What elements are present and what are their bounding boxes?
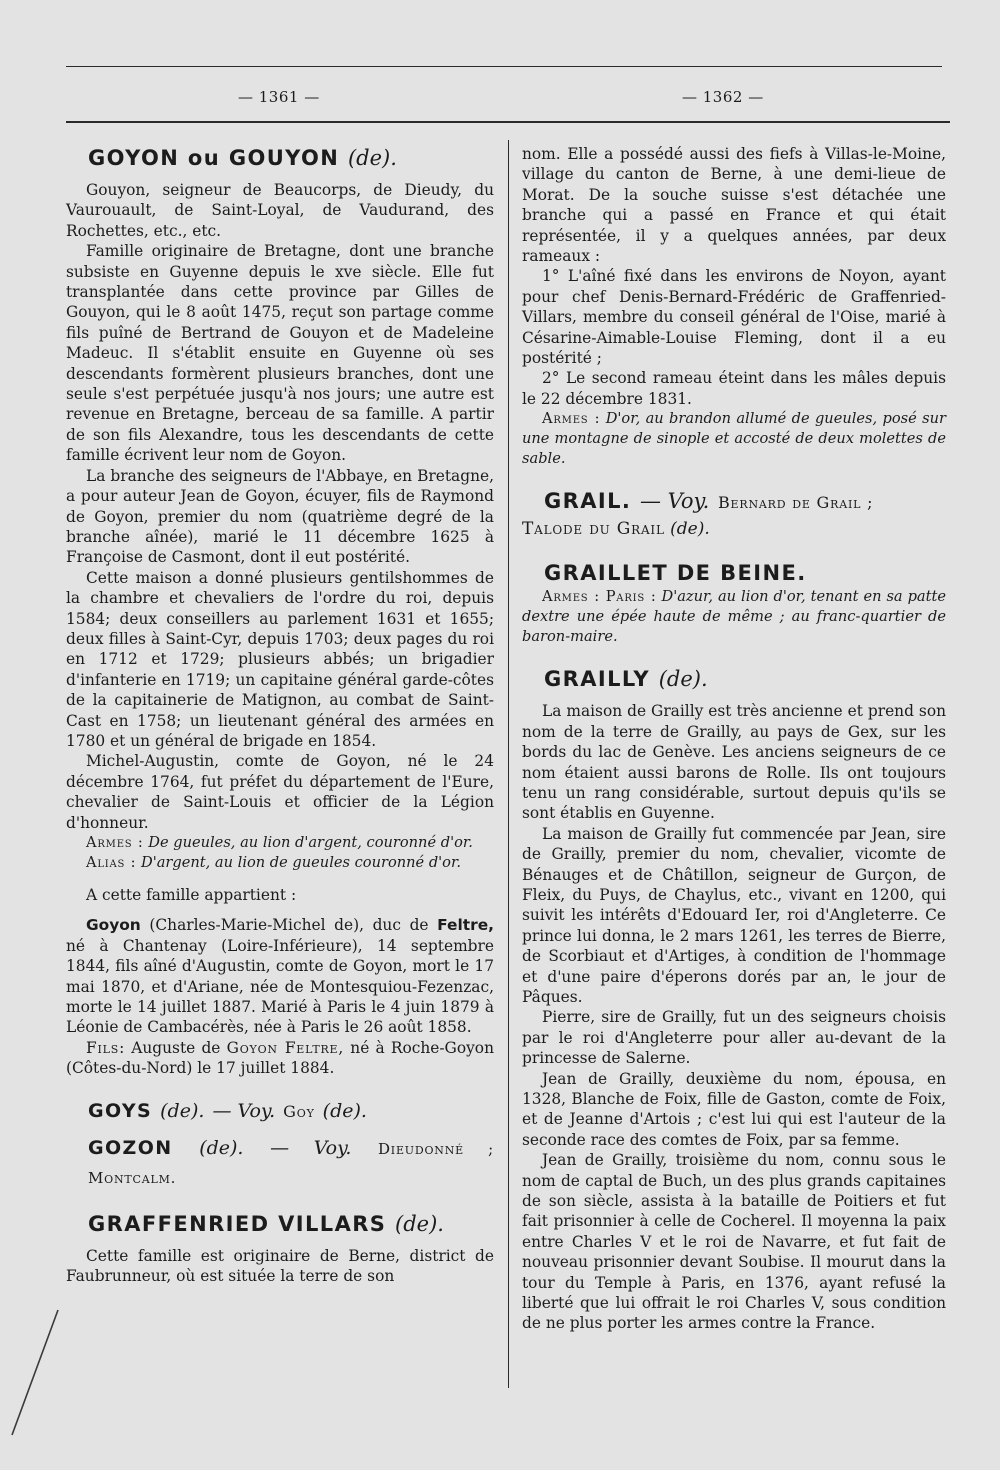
header-rule: [66, 121, 950, 123]
goyon-alias: [66, 853, 494, 873]
grailly-paragraph-5: Jean de Grailly, troisième du nom, connu sous le nom de captal de Buch, un des plus grands capitaines de son siècle, assista à la bataille de Poitiers et fut fait prisonnier à celle de Cocherel. Il moyenna la paix entre Charles V et le roi de Navarre, et fut fait de nouveau prisonnier devant Soubise. Il mourut dans la tour du Temple à Paris, en 1376, ayant refusé la liberté que lui offrait le roi Charles V, sous condition de ne plus porter les armes contre la France.: [522, 1151, 946, 1333]
entry-title-grailly: [544, 665, 946, 693]
goyon-paragraph-2: Famille originaire de Bretagne, dont une branche subsiste en Guyenne depuis le xve siècle. Elle fut transplantée dans cette province par Gilles de Gouyon, qui le 8 août 1475, reçut son partage comme fils puîné de Bertrand de Gouyon et de Madeleine Madeuc. Il s'établit ensuite en Guyenne où ses descendants formèrent plusieurs branches, dont une seule s'est perpétuée jusqu'à nos jours; une autre est revenue en Bretagne, berceau de sa famille. A partir de son fils Alexandre, tous les descendants de cette famille écrivent leur nom de Goyon.: [66, 242, 494, 465]
graffenried-item-1: 1° L'aîné fixé dans les environs de Noyon, ayant pour chef Denis-Bernard-Frédéric de Graffenried-Villars, membre du conseil général de l'Oise, marié à Césarine-Aimable-Louise Fleming, dont il a eu postérité ;: [522, 267, 946, 368]
cross-reference: Dieudonné ; Montcalm.: [88, 1139, 494, 1187]
armes-label: Armes : Paris :: [542, 588, 657, 606]
column-divider: [508, 140, 509, 1388]
goyon-paragraph-4: Cette maison a donné plusieurs gentilshommes de la chambre et chevaliers de l'ordre du roi, depuis 1584; deux conseillers au parlement 1631 et 1655; deux filles à Saint-Cyr, depuis 1703; deux pages du roi en 1712 et 1729; plusieurs abbés; un brigadier d'infanterie en 1719; un capitaine général garde-côtes de la capitainerie de Matignon, au combat de Saint-Cast en 1758; un lieutenant général des armées en 1780 et un général de brigade en 1854.: [66, 568, 494, 750]
title-particle: (de).: [160, 1099, 205, 1122]
grailly-paragraph-1: La maison de Grailly est très ancienne et prend son nom de la terre de Grailly, au pays de Gex, sur les bords du lac de Genève. Les anciens seigneurs de ce nom étaient aussi barons de Rolle. Ils ont toujours tenu un rang considérable, surtout depuis qu'ils se sont établis en Guyenne.: [522, 702, 946, 823]
title-particle: (de).: [395, 1211, 444, 1236]
title-text: GOYS: [88, 1099, 153, 1122]
top-rule: [66, 66, 942, 67]
alias-label: Alias :: [86, 854, 137, 871]
goyon-paragraph-3: La branche des seigneurs de l'Abbaye, en Bretagne, a pour auteur Jean de Goyon, écuyer, fils de Raymond de Goyon, premier du nom (quatrième degré de la branche aînée), marié le 11 décembre 1625 à Françoise de Casmont, dont il eut postérité.: [66, 466, 494, 567]
voy-ref: — Voy.: [270, 1136, 352, 1159]
cross-reference-1: Bernard de Grail ;: [717, 493, 874, 513]
title-particle: (de).: [670, 519, 710, 540]
voy-ref: — Voy.: [212, 1099, 276, 1122]
feltre-text-1: (Charles-Marie-Michel de), duc de: [149, 916, 429, 935]
title-text: GOZON: [88, 1136, 173, 1159]
grailly-paragraph-3: Pierre, sire de Grailly, fut un des seigneurs choisis par le roi d'Angleterre pour aller au-devant de la princesse de Salerne.: [522, 1008, 946, 1068]
grailly-paragraph-2: La maison de Grailly fut commencée par Jean, sire de Grailly, premier du nom, chevalier, vicomte de Bénauges et de Châtillon, seigneur de Gurçon, de Fleix, du Puys, de Chaylus, etc., vivant en 1200, qui suivit les intérêts d'Edouard Ier, roi d'Angleterre. Ce prince lui donna, le 2 mars 1261, les terres de Bierre, de Scorbiaut et d'Artiges, à condition de l'hommage et d'une paire d'éperons dorés par an, le jour de Pâques.: [522, 824, 946, 1006]
goyon-paragraph-1: Gouyon, seigneur de Beaucorps, de Dieudy, du Vaurouault, de Saint-Loyal, de Vaudurand, des Rochettes, etc., etc.: [66, 181, 494, 240]
goyon-armes: [66, 833, 494, 853]
cross-reference-2: Talode du Grail: [522, 519, 665, 540]
fils-paragraph: [66, 1038, 494, 1079]
page-number-left: — 1361 —: [238, 88, 320, 106]
entry-title-goys: [88, 1097, 494, 1126]
fils-label: Fils:: [86, 1038, 126, 1057]
fils-name: Goyon Feltre,: [226, 1038, 345, 1057]
cross-reference: Goy: [283, 1101, 315, 1121]
entry-title-goyon: [88, 144, 494, 172]
entry-title-graillet: [544, 559, 946, 587]
title-text: GRAFFENRIED VILLARS: [88, 1211, 387, 1236]
graffenried-continuation: nom. Elle a possédé aussi des fiefs à Villas-le-Moine, village du canton de Berne, à une demi-lieue de Morat. De la souche suisse s'est détachée une branche qui a passé en France et qui était représentée, il y a quelques années, par deux rameaux :: [522, 145, 946, 266]
title-text: GRAIL.: [544, 489, 632, 514]
title-particle: (de).: [658, 667, 708, 692]
pencil-mark: [0, 1300, 70, 1450]
feltre-name: Goyon: [86, 916, 141, 935]
title-particle: (de).: [199, 1136, 244, 1159]
feltre-paragraph: [66, 915, 494, 1037]
feltre-title: Feltre,: [437, 916, 494, 935]
armes-text: D'or, au brandon allumé de gueules, posé sur une montagne de sinople et accosté de deux molettes de sable.: [522, 410, 947, 468]
fils-text: Auguste de: [131, 1038, 221, 1057]
goyon-paragraph-5: Michel-Augustin, comte de Goyon, né le 24 décembre 1764, fut préfet du département de l'Eure, chevalier de Saint-Louis et officier de la Légion d'honneur.: [66, 752, 494, 832]
entry-title-graffenried: [88, 1210, 494, 1238]
graffenried-paragraph-1: Cette famille est originaire de Berne, district de Faubrunneur, où est située la terre de son: [66, 1246, 494, 1286]
armes-text: De gueules, au lion d'argent, couronné d'or.: [148, 834, 473, 851]
title-particle: (de).: [347, 146, 397, 170]
entry-title-grail: [544, 487, 946, 517]
feltre-text-2: né à Chantenay (Loire-Inférieure), 14 septembre 1844, fils aîné d'Augustin, comte de Goyon, mort le 17 mai 1870, et d'Ariane, née de Montesquiou-Fezenzac, morte le 14 juillet 1887. Marié à Paris le 4 juin 1879 à Léonie de Cambacérès, née à Paris le 26 août 1858.: [66, 936, 494, 1037]
title-text: GRAILLET DE BEINE.: [544, 561, 807, 586]
title-text: GOYON ou GOUYON: [88, 146, 340, 170]
appartient-line: A cette famille appartient :: [86, 886, 297, 904]
entry-title-gozon: [88, 1134, 494, 1192]
armes-label: Armes :: [86, 834, 144, 851]
right-column: [522, 144, 946, 1334]
alias-text: D'argent, au lion de gueules couronné d'or.: [141, 854, 461, 871]
graffenried-item-2: 2° Le second rameau éteint dans les mâles depuis le 22 décembre 1831.: [522, 369, 946, 408]
armes-text: D'azur, au lion d'or, tenant en sa patte dextre une épée haute de même ; au franc-quartier de baron-maire.: [522, 588, 946, 646]
armes-label: Armes :: [542, 410, 601, 428]
page-number-right: — 1362 —: [682, 88, 764, 106]
voy-ref: — Voy.: [639, 489, 710, 514]
grail-ref-line: [522, 517, 946, 541]
graillet-armes: [522, 587, 946, 647]
left-column: [66, 144, 494, 1286]
title-particle-2: (de).: [322, 1099, 367, 1122]
graffenried-armes: [522, 409, 946, 469]
title-text: GRAILLY: [544, 667, 650, 692]
fils-text-2: né à Roche-Goyon (Côtes-du-Nord) le 17 juillet 1884.: [66, 1038, 494, 1078]
grailly-paragraph-4: Jean de Grailly, deuxième du nom, épousa, en 1328, Blanche de Foix, fille de Gaston, comte de Foix, et de Jeanne d'Artois ; c'est lui qui est l'auteur de la seconde race des comtes de Foix, par sa femme.: [522, 1069, 946, 1149]
